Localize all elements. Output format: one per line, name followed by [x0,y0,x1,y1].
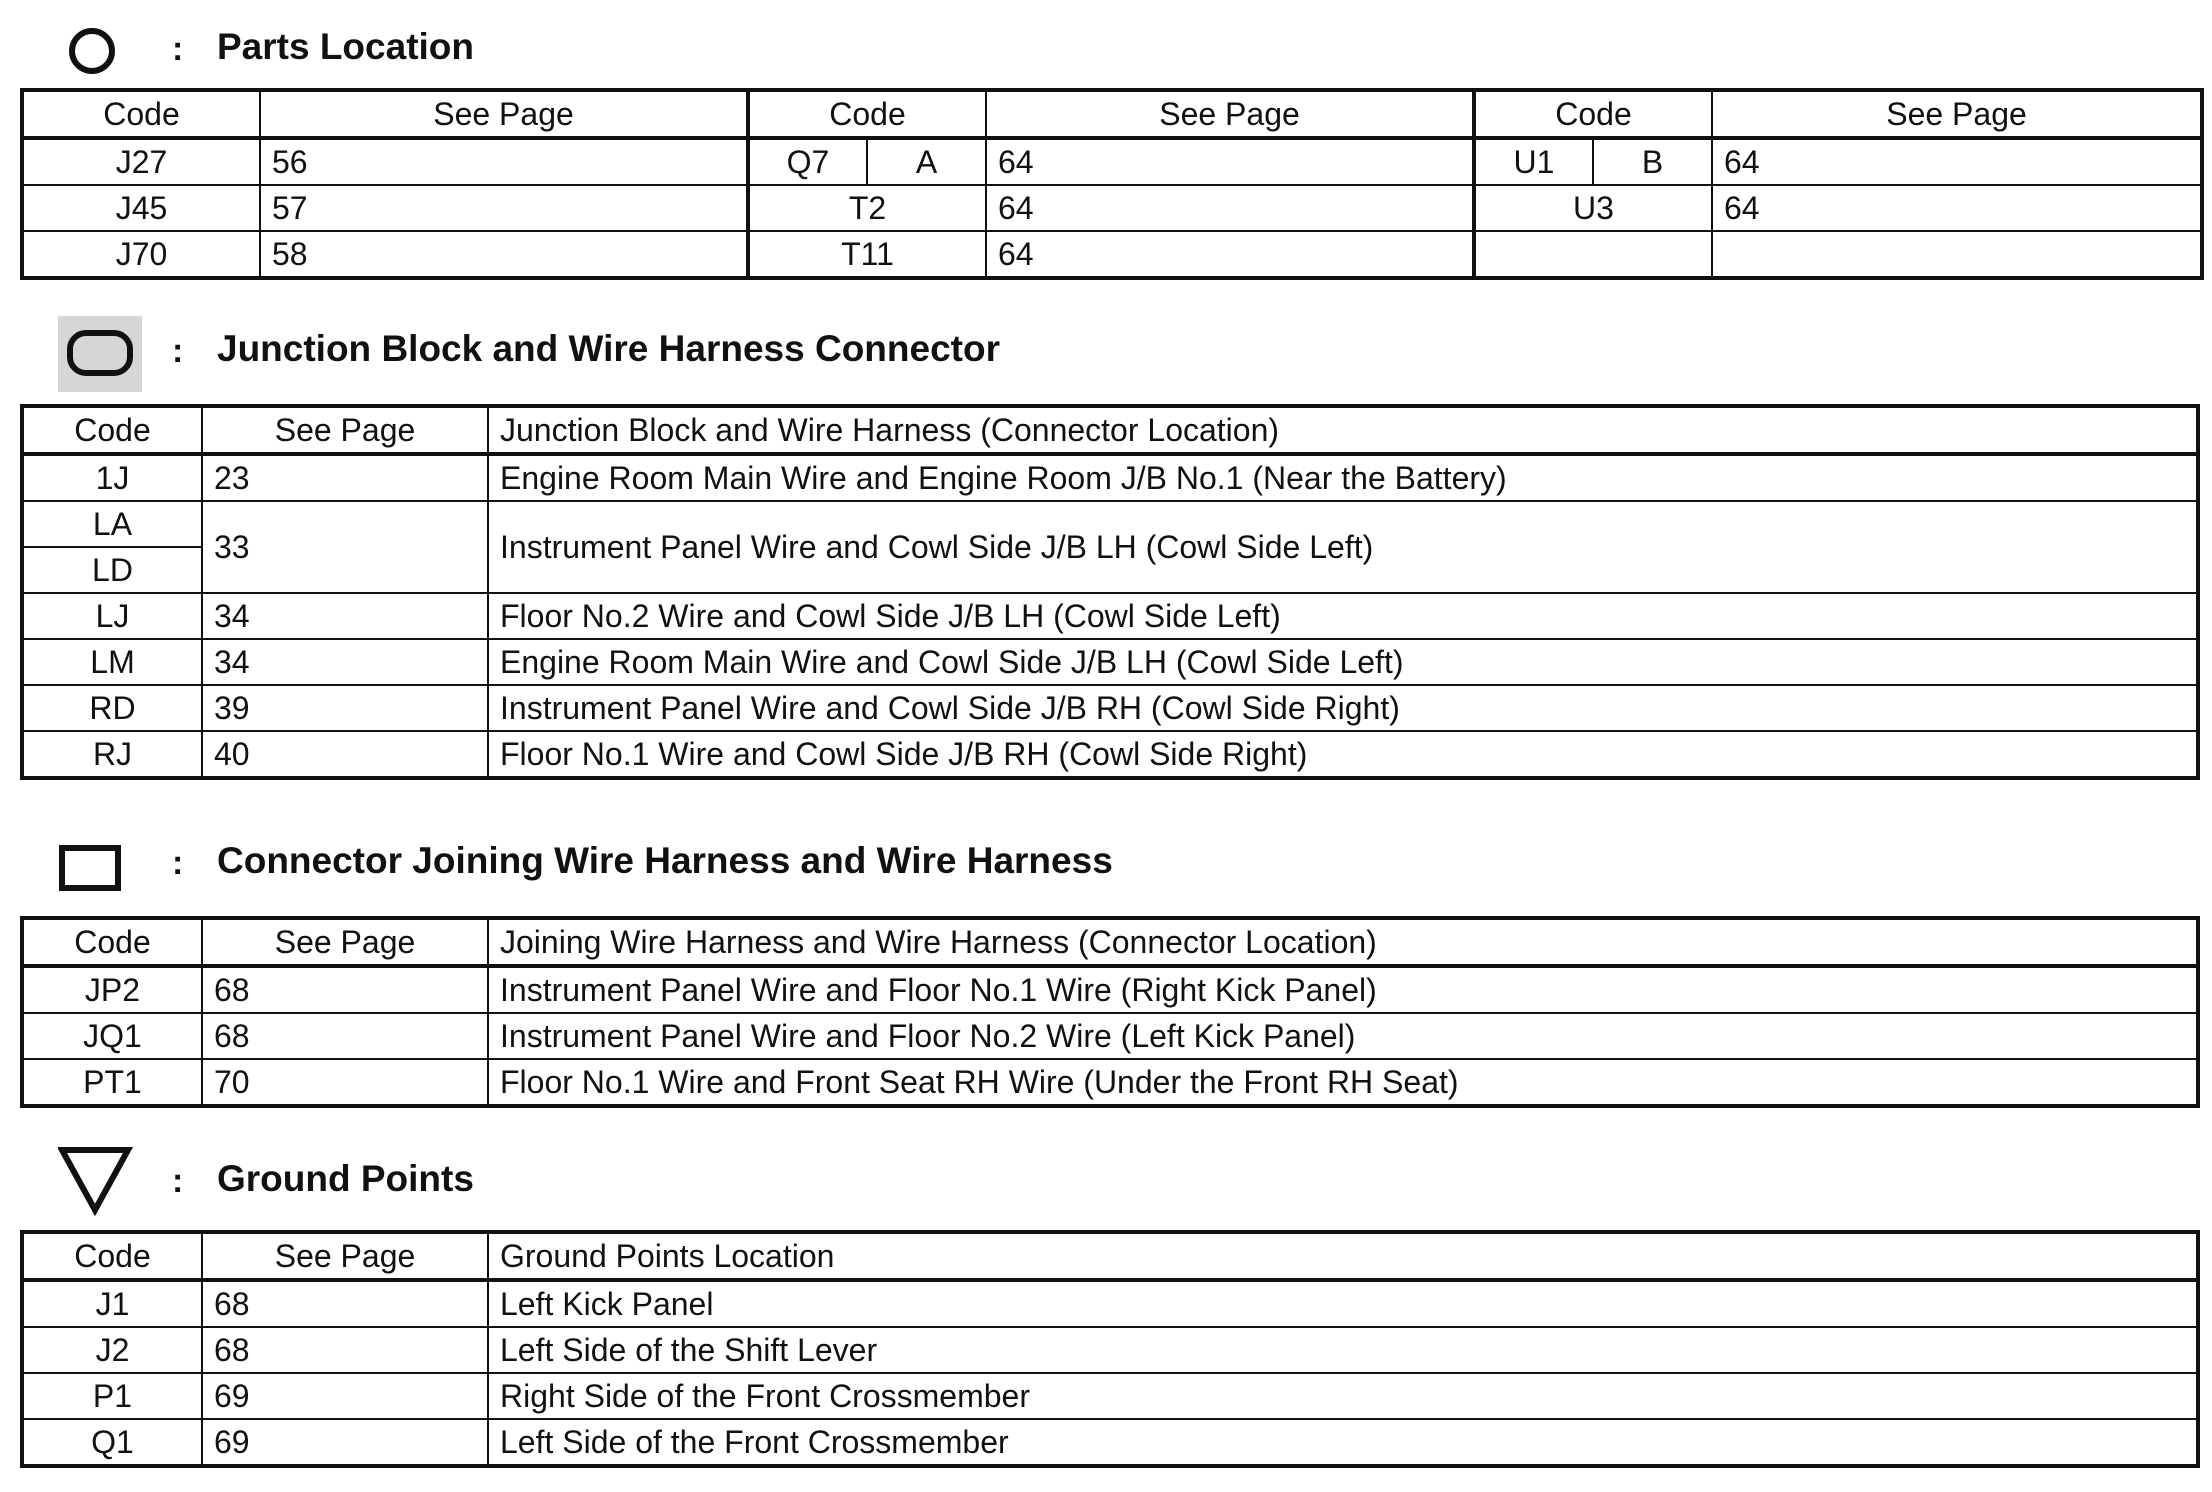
code-cell-part: Q7 [750,140,868,184]
column-header-code: Code [22,1232,202,1280]
section-title: Connector Joining Wire Harness and Wire Harness [217,840,1113,881]
code-cell: J2 [22,1327,202,1373]
page-cell: 56 [260,138,748,185]
page-cell: 34 [202,593,488,639]
table-header-row [22,90,2202,138]
connector-joining-header [20,830,2200,900]
table-row [22,231,2202,278]
section-colon: : [172,332,184,370]
page-cell: 39 [202,685,488,731]
page-cell: 64 [1712,138,2202,185]
code-cell-split [1474,138,1712,185]
page-cell: 70 [202,1059,488,1106]
table-row [22,1059,2198,1106]
description-cell: Floor No.1 Wire and Front Seat RH Wire (Under the Front RH Seat) [488,1059,2198,1106]
column-header-see-page: See Page [202,918,488,966]
junction-block-table [20,404,2200,780]
page-cell: 33 [202,501,488,593]
section-title: Ground Points [217,1158,474,1199]
page-cell: 64 [986,231,1474,278]
page-cell: 40 [202,731,488,778]
rectangle-icon [58,830,154,900]
code-cell: PT1 [22,1059,202,1106]
page-cell: 34 [202,639,488,685]
table-row [22,1327,2198,1373]
code-cell: LM [22,639,202,685]
code-cell: LA [22,501,202,547]
section-colon: : [172,1162,184,1200]
page-cell: 68 [202,1013,488,1059]
table-row [22,1280,2198,1327]
column-header-description: Junction Block and Wire Harness (Connector Location) [488,406,2198,454]
junction-block-section [20,318,2200,780]
page-cell: 69 [202,1373,488,1419]
description-cell: Floor No.1 Wire and Cowl Side J/B RH (Cowl Side Right) [488,731,2198,778]
code-cell: T2 [748,185,986,231]
code-cell-variant: A [915,143,938,180]
ground-points-section [20,1148,2200,1468]
table-header-row [22,1232,2198,1280]
code-cell [1474,231,1712,278]
code-cell-part: U1 [1476,140,1594,184]
description-cell: Left Kick Panel [488,1280,2198,1327]
column-header-see-page: See Page [260,90,748,138]
column-header-code: Code [22,918,202,966]
table-row [22,185,2202,231]
connector-joining-section [20,830,2200,1108]
table-row [22,639,2198,685]
column-header-code: Code [22,406,202,454]
code-cell: P1 [22,1373,202,1419]
column-header-see-page: See Page [1712,90,2202,138]
column-header-see-page: See Page [202,406,488,454]
code-cell-split [748,138,986,185]
junction-block-header [20,318,2200,388]
section-colon: : [172,30,184,68]
column-header-code: Code [22,90,260,138]
page-cell: 68 [202,1327,488,1373]
code-cell-variant: B [1641,143,1664,180]
ground-points-table [20,1230,2200,1468]
table-row [22,731,2198,778]
code-cell: RJ [22,731,202,778]
section-title: Parts Location [217,26,474,67]
page-cell: 64 [986,138,1474,185]
page-cell: 64 [986,185,1474,231]
description-cell: Left Side of the Front Crossmember [488,1419,2198,1466]
table-row [22,138,2202,185]
page-cell: 68 [202,1280,488,1327]
code-cell: JP2 [22,966,202,1013]
description-cell: Left Side of the Shift Lever [488,1327,2198,1373]
ground-points-header [20,1148,2200,1218]
parts-location-table [20,88,2204,280]
page-cell: 68 [202,966,488,1013]
table-row [22,501,2198,547]
table-row [22,454,2198,501]
page-cell: 69 [202,1419,488,1466]
code-cell: J1 [22,1280,202,1327]
description-cell: Instrument Panel Wire and Cowl Side J/B RH (Cowl Side Right) [488,685,2198,731]
description-cell: Instrument Panel Wire and Floor No.1 Wire (Right Kick Panel) [488,966,2198,1013]
section-colon: : [172,844,184,882]
table-header-row [22,406,2198,454]
description-cell: Instrument Panel Wire and Floor No.2 Wire (Left Kick Panel) [488,1013,2198,1059]
code-cell: J27 [22,138,260,185]
connector-joining-table [20,916,2200,1108]
page-cell [1712,231,2202,278]
code-cell: JQ1 [22,1013,202,1059]
table-header-row [22,918,2198,966]
table-row [22,966,2198,1013]
column-header-description: Joining Wire Harness and Wire Harness (Connector Location) [488,918,2198,966]
code-cell: LD [22,547,202,593]
description-cell: Instrument Panel Wire and Cowl Side J/B LH (Cowl Side Left) [488,501,2198,593]
column-header-code: Code [748,90,986,138]
code-cell: J70 [22,231,260,278]
page-cell: 57 [260,185,748,231]
page-cell: 58 [260,231,748,278]
description-cell: Engine Room Main Wire and Engine Room J/B No.1 (Near the Battery) [488,454,2198,501]
table-row [22,1013,2198,1059]
code-cell: Q1 [22,1419,202,1466]
code-cell: T11 [748,231,986,278]
code-cell: RD [22,685,202,731]
table-row [22,593,2198,639]
page-cell: 64 [1712,185,2202,231]
column-header-description: Ground Points Location [488,1232,2198,1280]
section-title: Junction Block and Wire Harness Connector [217,328,1000,369]
description-cell: Right Side of the Front Crossmember [488,1373,2198,1419]
column-header-see-page: See Page [202,1232,488,1280]
description-cell: Floor No.2 Wire and Cowl Side J/B LH (Cowl Side Left) [488,593,2198,639]
rounded-rect-icon [58,318,154,388]
circle-icon [58,16,154,86]
table-row [22,1373,2198,1419]
triangle-icon [58,1148,154,1218]
parts-location-section [20,16,2200,280]
code-cell: J45 [22,185,260,231]
column-header-see-page: See Page [986,90,1474,138]
code-cell: U3 [1474,185,1712,231]
page-cell: 23 [202,454,488,501]
table-row [22,1419,2198,1466]
code-cell: LJ [22,593,202,639]
table-row [22,685,2198,731]
column-header-code: Code [1474,90,1712,138]
parts-location-header [20,16,2200,86]
code-cell: 1J [22,454,202,501]
description-cell: Engine Room Main Wire and Cowl Side J/B LH (Cowl Side Left) [488,639,2198,685]
